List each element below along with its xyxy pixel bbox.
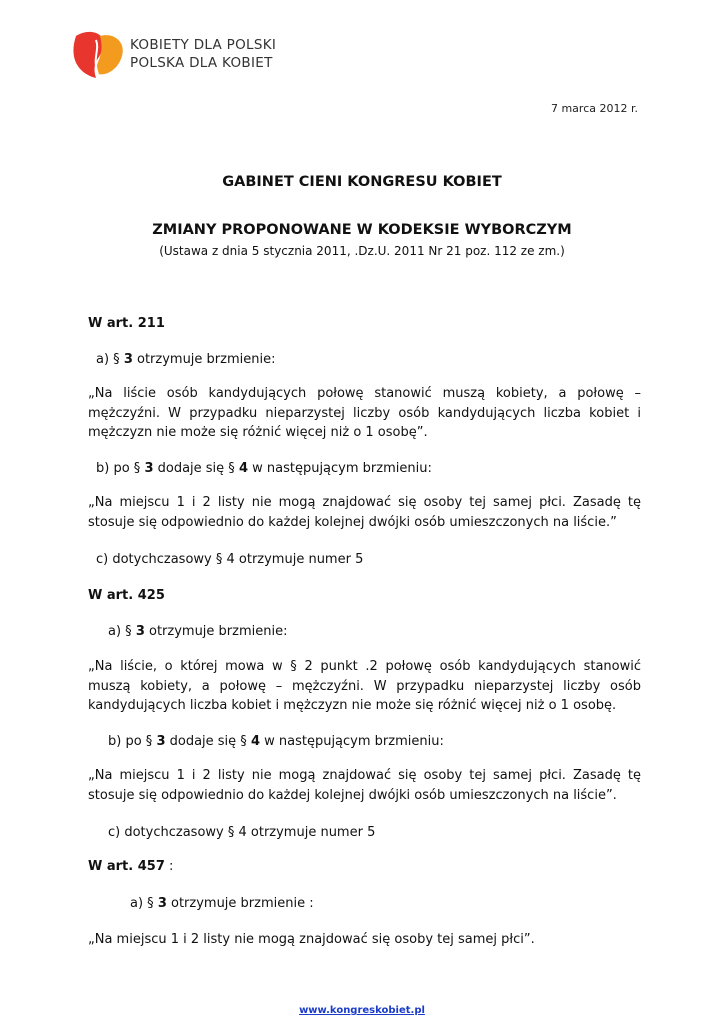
document-date: 7 marca 2012 r. — [550, 102, 638, 115]
quote-paragraph: „Na miejscu 1 i 2 listy nie mogą znajdować się osoby tej samej płci”. — [88, 932, 535, 947]
list-item: a) § 3 otrzymuje brzmienie: — [108, 624, 288, 639]
list-item: c) dotychczasowy § 4 otrzymuje numer 5 — [108, 825, 376, 840]
list-item: a) § 3 otrzymuje brzmienie : — [130, 896, 314, 911]
article-heading: W art. 457 : — [88, 859, 174, 874]
logo-mark-icon — [70, 30, 126, 80]
list-item: a) § 3 otrzymuje brzmienie: — [96, 352, 276, 367]
section-title: ZMIANY PROPONOWANE W KODEKSIE WYBORCZYM — [152, 222, 572, 238]
logo-text — [130, 36, 276, 72]
main-title: GABINET CIENI KONGRESU KOBIET — [222, 174, 502, 190]
article-heading: W art. 425 — [88, 588, 165, 603]
quote-paragraph: „Na miejscu 1 i 2 listy nie mogą znajdować się osoby tej samej płci. Zasadę tę stosuje się odpowiednio do każdej kolejnej dwójki osób umieszczonych na liście.” — [88, 495, 641, 530]
logo — [70, 30, 290, 80]
footer-link[interactable]: www.kongreskobiet.pl — [299, 1005, 425, 1016]
quote-paragraph: „Na liście, o której mowa w § 2 punkt .2 połowę osób kandydujących stanowić muszą kobiety, a połowę – mężczyźni. W przypadku nieparzystej liczby osób kandydujących liczba kobiet i mężczyzn nie może się różnić więcej niż o 1 osobę. — [88, 659, 641, 713]
subtitle: (Ustawa z dnia 5 stycznia 2011, .Dz.U. 2011 Nr 21 poz. 112 ze zm.) — [159, 244, 565, 258]
list-item: c) dotychczasowy § 4 otrzymuje numer 5 — [96, 552, 364, 567]
logo-line-1: KOBIETY DLA POLSKI — [130, 37, 277, 53]
list-item: b) po § 3 dodaje się § 4 w następującym brzmieniu: — [108, 734, 444, 749]
article-heading: W art. 211 — [88, 316, 165, 331]
quote-paragraph: „Na miejscu 1 i 2 listy nie mogą znajdować się osoby tej samej płci. Zasadę tę stosuje się odpowiednio do każdej kolejnej dwójki osób umieszczonych na liście”. — [88, 768, 641, 803]
logo-line-2: POLSKA DLA KOBIET — [130, 55, 273, 71]
quote-paragraph: „Na liście osób kandydujących połowę stanowić muszą kobiety, a połowę – mężczyźni. W przypadku nieparzystej liczby osób kandydujących liczba kobiet i mężczyzn nie może się różnić więcej niż o 1 osobę”. — [88, 386, 641, 440]
list-item: b) po § 3 dodaje się § 4 w następującym brzmieniu: — [96, 461, 432, 476]
